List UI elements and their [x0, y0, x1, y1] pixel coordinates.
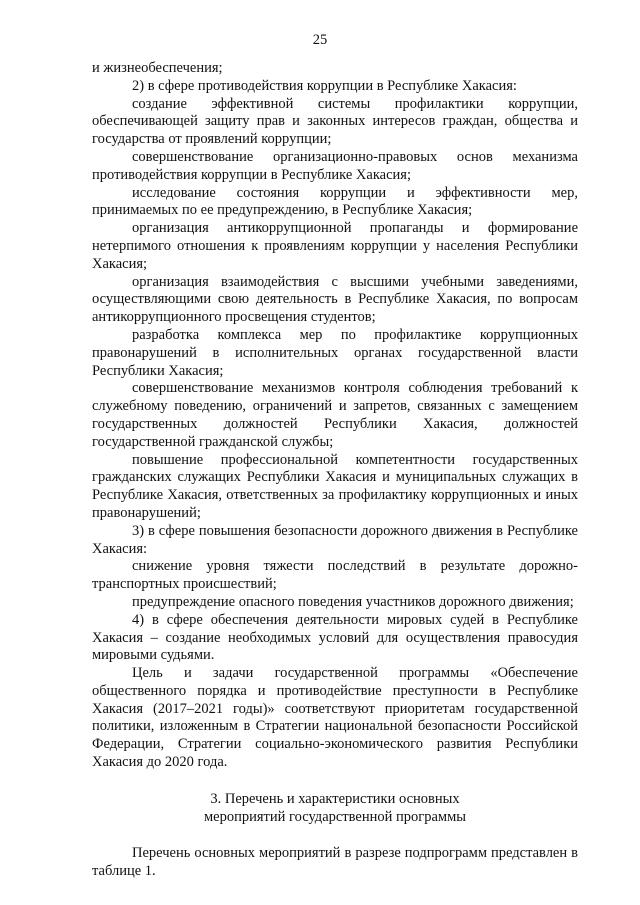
- paragraph: повышение профессиональной компетентности государственных гражданских служащих Республики Хакасия и муниципальных служащих в Республике Хакасия, ответственных за профилактику коррупционных и иных правонарушений;: [92, 451, 578, 521]
- document-body: [92, 60, 578, 881]
- paragraph: разработка комплекса мер по профилактике коррупционных правонарушений в исполнительных органах государственной власти Республики Хакасия;: [92, 326, 578, 379]
- paragraph: совершенствование организационно-правовых основ механизма противодействия коррупции в Республике Хакасия;: [92, 148, 578, 183]
- paragraph: 3) в сфере повышения безопасности дорожного движения в Республике Хакасия:: [92, 522, 578, 557]
- paragraph: организация взаимодействия с высшими учебными заведениями, осуществляющими свою деятельность в Республике Хакасия, по вопросам антикоррупционного просвещения студентов;: [92, 273, 578, 326]
- paragraph: 4) в сфере обеспечения деятельности мировых судей в Республике Хакасия – создание необходимых условий для осуществления правосудия мировыми судьями.: [92, 611, 578, 664]
- page-number: 25: [312, 32, 328, 48]
- section-heading: [92, 791, 578, 827]
- paragraph: совершенствование механизмов контроля соблюдения требований к служебному поведению, ограничений и запретов, связанных с замещением государственных должностей Республики Хакасия, должностей государственной гражданской службы;: [92, 380, 578, 450]
- paragraph: организация антикоррупционной пропаганды и формирование нетерпимого отношения к проявлениям коррупции у населения Республики Хакасия;: [92, 220, 578, 272]
- paragraph: 2) в сфере противодействия коррупции в Республике Хакасия:: [132, 77, 517, 94]
- paragraph: Перечень основных мероприятий в разрезе подпрограмм представлен в таблице 1.: [92, 845, 578, 880]
- paragraph: снижение уровня тяжести последствий в результате дорожно-транспортных происшествий;: [92, 558, 578, 593]
- section-heading-line-1: 3. Перечень и характеристики основных: [210, 790, 460, 807]
- paragraph: и жизнеобеспечения;: [92, 60, 223, 76]
- paragraph: предупреждение опасного поведения участников дорожного движения;: [132, 593, 574, 610]
- section-heading-line-2: мероприятий государственной программы: [204, 808, 466, 825]
- paragraph: исследование состояния коррупции и эффективности мер, принимаемых по ее предупреждению, в Республике Хакасия;: [92, 184, 578, 219]
- paragraph: создание эффективной системы профилактики коррупции, обеспечивающей защиту прав и законных интересов граждан, общества и государства от проявлений коррупции;: [92, 95, 578, 148]
- paragraph: Цель и задачи государственной программы «Обеспечение общественного порядка и противодействие преступности в Республике Хакасия (2017–2021 годы)» соответствуют приоритетам государственной политики, изложенным в Стратегии национальной безопасности Российской Федерации, Стратегии социально-экономического развития Республики Хакасия до 2020 года.: [92, 665, 578, 771]
